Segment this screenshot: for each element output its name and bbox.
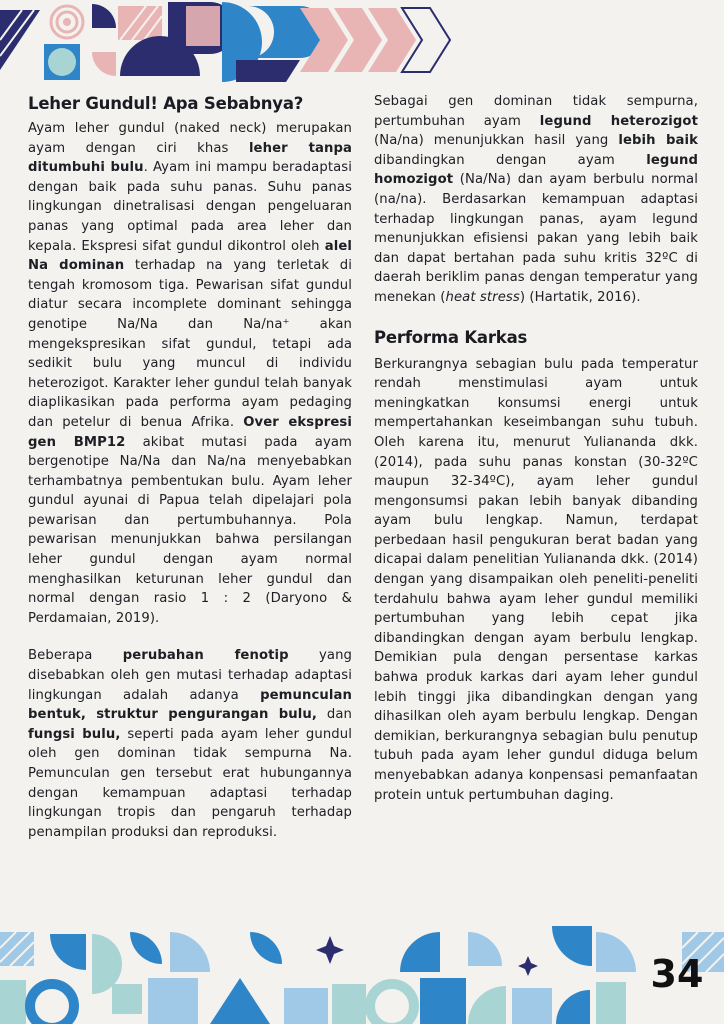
striped-triangle-graphic bbox=[0, 10, 44, 70]
bold-text-run: perubahan fenotip bbox=[122, 648, 289, 664]
blue-triangle-shape bbox=[210, 978, 270, 1024]
teal-square-shape bbox=[112, 984, 142, 1014]
bold-text-run: lebih baik bbox=[618, 133, 698, 149]
text-run: . Ayam ini mampu beradaptasi dengan baik pada suhu panas. Suhu panas lingkungan dinetralisasi dengan pengeluaran panas yang optimal pada area leher dan kepala. Ekspresi sifat gundul dikontrol oleh bbox=[28, 160, 352, 254]
right-paragraph-2 bbox=[374, 355, 698, 806]
text-run: (Na/na) menunjukkan hasil yang bbox=[374, 133, 619, 149]
hatched-square-graphic bbox=[0, 932, 34, 966]
blue-leaf-shape bbox=[50, 934, 86, 970]
navy-quarter-shape bbox=[92, 4, 116, 28]
text-run: Sebagai gen dominan tidak sempurna, pertumbuhan ayam bbox=[374, 94, 698, 129]
blue-ring-shape bbox=[30, 984, 74, 1024]
pink-block-shape bbox=[186, 6, 220, 46]
lightblue-block-shape-2 bbox=[284, 988, 328, 1024]
bold-text-run: leher tanpa ditumbuhi bulu bbox=[28, 140, 352, 176]
blue-quarter-shape-2 bbox=[556, 990, 590, 1024]
blue-leaf-shape-2 bbox=[552, 926, 592, 966]
lightblue-quarter-shape-3 bbox=[596, 932, 636, 972]
bottom-decorative-banner bbox=[0, 918, 724, 1024]
left-paragraph-1 bbox=[28, 119, 352, 628]
navy-block-shape bbox=[236, 60, 300, 82]
concentric-circles-graphic bbox=[51, 6, 83, 38]
text-run: Ayam leher gundul (naked neck) merupakan ayam dengan ciri khas bbox=[28, 121, 352, 156]
blue-petal-shape bbox=[130, 932, 162, 964]
text-run: yang disebabkan oleh gen mutasi terhadap adaptasi lingkungan adalah adanya bbox=[28, 648, 352, 703]
top-decorative-banner bbox=[0, 0, 724, 86]
right-column bbox=[374, 92, 698, 805]
hatched-block-graphic bbox=[118, 6, 162, 40]
text-run: ) (Hartatik, 2016). bbox=[519, 289, 641, 305]
bold-text-run: Over ekspresi gen BMP12 bbox=[28, 414, 352, 450]
lightblue-quarter-shape bbox=[170, 932, 210, 972]
bold-text-run: pemunculan bentuk, struktur pengurangan bulu, bbox=[28, 687, 352, 723]
text-run: Berkurangnya sebagian bulu pada temperatur rendah menstimulasi ayam untuk meningkatkan konsumsi energi untuk mempertahankan keseimbangan suhu tubuh. Oleh karena itu, menurut Yuliananda dkk. (2014), pada suhu panas konstan (30-32ºC maupun 32-34ºC), ayam leher gundul mengonsumsi pakan lebih banyak dibanding ayam bulu lengkap. Namun, terdapat perbedaan hasil pengukuran berat badan yang dicapai dalam penelitian Yuliananda dkk. (2014) dengan yang disampaikan oleh peneliti-peneliti terdahulu bahwa ayam leher gundul memiliki pertumbuhan yang lebih cepat jika dibandingkan dengan ayam berbulu lengkap. Demikian pula dengan persentase karkas bahwa produk karkas dari ayam leher gundul lebih tinggi jika dibandingkan dengan yang dihasilkan oleh ayam berbulu lengkap. Dengan demikian, berkurangnya sebagian bulu penutup tubuh pada ayam leher gundul diduga belum menyebabkan adanya konpensasi pemanfaatan protein untuk pertumbuhan daging. bbox=[374, 356, 698, 803]
bold-text-run: fungsi bulu, bbox=[28, 726, 121, 742]
teal-ring-shape bbox=[370, 984, 414, 1024]
italic-text-run: heat stress bbox=[445, 289, 520, 305]
sparkle-star-icon-2 bbox=[518, 956, 538, 976]
teal-block-shape bbox=[332, 984, 366, 1024]
left-paragraph-2 bbox=[28, 646, 352, 842]
lightblue-block-shape-3 bbox=[512, 988, 552, 1024]
text-run: (Na/Na) dan ayam berbulu normal (na/na). Berdasarkan kemampuan adaptasi terhadap lingkungan panas, ayam legund menunjukkan efisiensi pakan yang lebih baik dan dapat bertahan pada suhu kritis 32ºC di daerah beriklim panas dengan temperatur yang menekan ( bbox=[374, 172, 698, 305]
bold-text-run: legund heterozigot bbox=[539, 113, 698, 129]
teal-bar-shape-2 bbox=[596, 982, 626, 1024]
teal-circle-shape bbox=[48, 48, 76, 76]
chevron-row-graphic bbox=[300, 8, 450, 72]
teal-quarter-shape bbox=[468, 986, 506, 1024]
text-run: dan bbox=[317, 707, 353, 723]
section-heading-leher-gundul: Leher Gundul! Apa Sebabnya? bbox=[28, 94, 304, 113]
text-run: Beberapa bbox=[28, 648, 123, 664]
right-paragraph-1 bbox=[374, 92, 698, 308]
bold-text-run: legund homozigot bbox=[374, 152, 698, 188]
blue-quarter-shape bbox=[400, 932, 440, 972]
bold-text-run: alel Na dominan bbox=[28, 238, 352, 274]
blue-petal-shape-2 bbox=[250, 932, 282, 964]
lightblue-block-shape bbox=[148, 978, 198, 1024]
page-number: 34 bbox=[650, 952, 704, 996]
text-run: akibat mutasi pada ayam bergenotipe Na/Na dan Na/na menyebabkan terhambatnya pembentukan bulu. Ayam leher gundul ayunai di Papua telah dipelajari pola pewarisan dan pertumbuhannya. Pola pewarisan menunjukkan bahwa persilangan leher gundul dengan ayam normal menghasilkan keturunan leher gundul dan normal dengan rasio 1 : 2 (Daryono & Perdamaian, 2019). bbox=[28, 434, 352, 626]
teal-bar-shape bbox=[0, 980, 26, 1024]
lightblue-quarter-shape-2 bbox=[468, 932, 502, 966]
text-run: terhadap na yang terletak di tengah kromosom tiga. Pewarisan sifat gundul diatur secara incomplete dominant sehingga genotipe Na/Na dan Na/na⁺ akan mengekspresikan sifat gundul, tetapi ada sedikit bulu yang muncul di individu heterozigot. Karakter leher gundul telah banyak diaplikasikan pada performa ayam pedaging dan petelur di benua Afrika. bbox=[28, 258, 352, 430]
sparkle-star-icon bbox=[316, 936, 344, 964]
pink-quarter-shape bbox=[92, 52, 116, 76]
blue-block-shape bbox=[420, 978, 466, 1024]
text-run: seperti pada ayam leher gundul oleh gen dominan tidak sempurna Na. Pemunculan gen tersebut erat hubungannya dengan kemampuan adaptasi terhadap lingkungan tropis dan pengaruh terhadap penampilan produksi dan reproduksi. bbox=[28, 726, 352, 840]
left-column bbox=[28, 92, 352, 842]
section-heading-performa-karkas: Performa Karkas bbox=[374, 327, 528, 347]
text-run: dibandingkan dengan ayam bbox=[374, 152, 647, 168]
